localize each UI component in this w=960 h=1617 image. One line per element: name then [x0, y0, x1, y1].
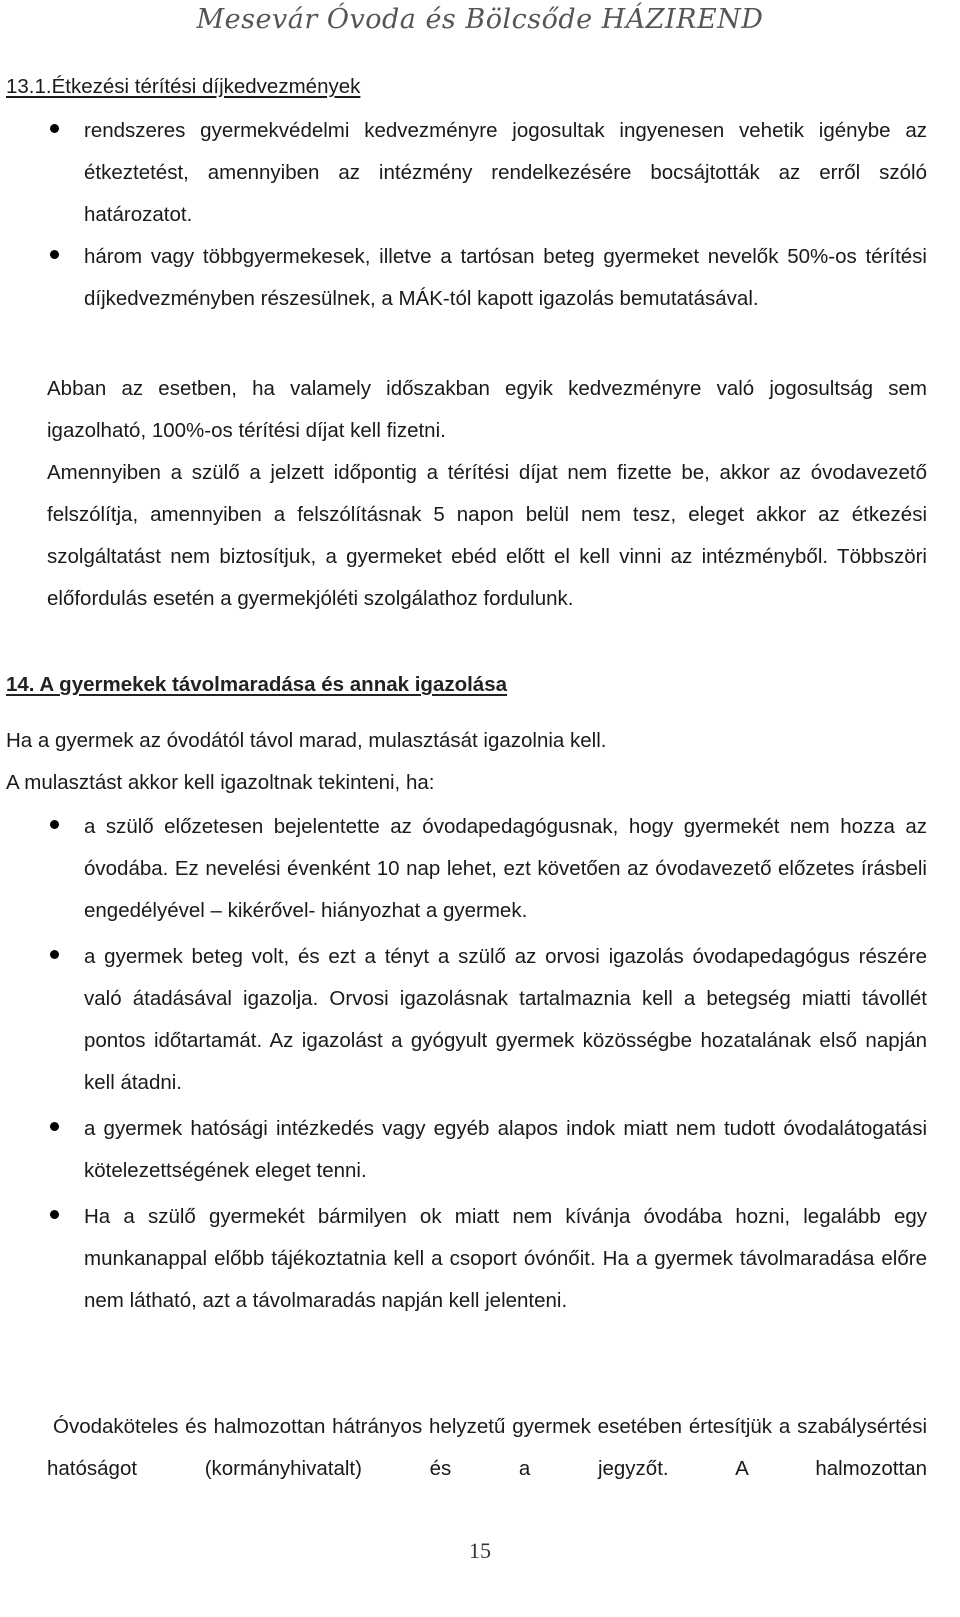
paragraph-no-eligibility: Abban az esetben, ha valamely időszakban egyik kedvezményre való jogosultság sem igazolható, 100%-os térítési díjat kell fizetni.	[47, 377, 927, 442]
bullet-text: három vagy többgyermekesek, illetve a tartósan beteg gyermeket nevelők 50%-os térítési díjkedvezményben részesülnek, a MÁK-tól kapott igazolás bemutatásával.	[84, 245, 927, 310]
bullet-icon	[50, 124, 59, 133]
bullet-icon	[50, 1210, 59, 1219]
list-item	[84, 236, 927, 320]
bullet-text: a szülő előzetesen bejelentette az óvodapedagógusnak, hogy gyermekét nem hozza az óvodába. Ez nevelési évenként 10 nap lehet, ezt követően az óvodavezető előzetes írásbeli engedélyével – kikérővel- hiányozhat a gyermek.	[84, 815, 927, 922]
page-number: 15	[469, 1538, 491, 1563]
bullet-icon	[50, 1122, 59, 1131]
bullet-text: Ha a szülő gyermekét bármilyen ok miatt nem kívánja óvodába hozni, legalább egy munkanappal előbb tájékoztatnia kell a csoport óvónőit. Ha a gyermek távolmaradása előre nem látható, azt a távolmaradás napján kell jelenteni.	[84, 1205, 927, 1312]
paragraph-unpaid-fee: Amennyiben a szülő a jelzett időpontig a térítési díjat nem fizette be, akkor az óvodavezető felszólítja, amennyiben a felszólításnak 5 napon belül nem tesz, eleget akkor az étkezési szolgáltatást nem biztosítjuk, a gyermeket ebéd előtt el kell vinni az intézményből. Többszöri előfordulás esetén a gyermekjóléti szolgálathoz fordulunk.	[47, 461, 927, 610]
section-heading-13-1: 13.1.Étkezési térítési díjkedvezmények	[6, 75, 361, 98]
list-item	[84, 110, 927, 236]
list-item	[84, 936, 927, 1104]
discount-bullet-list	[84, 110, 927, 320]
closing-paragraph: Óvodaköteles és halmozottan hátrányos helyzetű gyermek esetében értesítjük a szabálysértési hatóságot (kormányhivatalt) és a jegyzőt. A halmozottan	[47, 1415, 927, 1480]
absence-intro: Ha a gyermek az óvodától távol marad, mulasztását igazolnia kell.	[6, 729, 607, 752]
absence-criteria-intro: A mulasztást akkor kell igazoltnak tekinteni, ha:	[6, 771, 435, 794]
bullet-text: a gyermek hatósági intézkedés vagy egyéb alapos indok miatt nem tudott óvodalátogatási kötelezettségének eleget tenni.	[84, 1117, 927, 1182]
list-item	[84, 806, 927, 932]
bullet-icon	[50, 250, 59, 259]
bullet-text: rendszeres gyermekvédelmi kedvezményre jogosultak ingyenesen vehetik igénybe az étkeztetést, amennyiben az intézmény rendelkezésére bocsájtották az erről szóló határozatot.	[84, 119, 927, 226]
bullet-icon	[50, 950, 59, 959]
running-header: Mesevár Óvoda és Bölcsőde HÁZIREND	[196, 4, 764, 35]
list-item	[84, 1108, 927, 1192]
list-item	[84, 1196, 927, 1322]
bullet-text: a gyermek beteg volt, és ezt a tényt a szülő az orvosi igazolás óvodapedagógus részére való átadásával igazolja. Orvosi igazolásnak tartalmaznia kell a betegség miatti távollét pontos időtartamát. Az igazolást a gyógyult gyermek közösségbe hozatalának első napján kell átadni.	[84, 945, 927, 1094]
bullet-icon	[50, 820, 59, 829]
absence-criteria-list	[84, 806, 927, 1322]
section-heading-14: 14. A gyermekek távolmaradása és annak igazolása	[6, 673, 508, 696]
